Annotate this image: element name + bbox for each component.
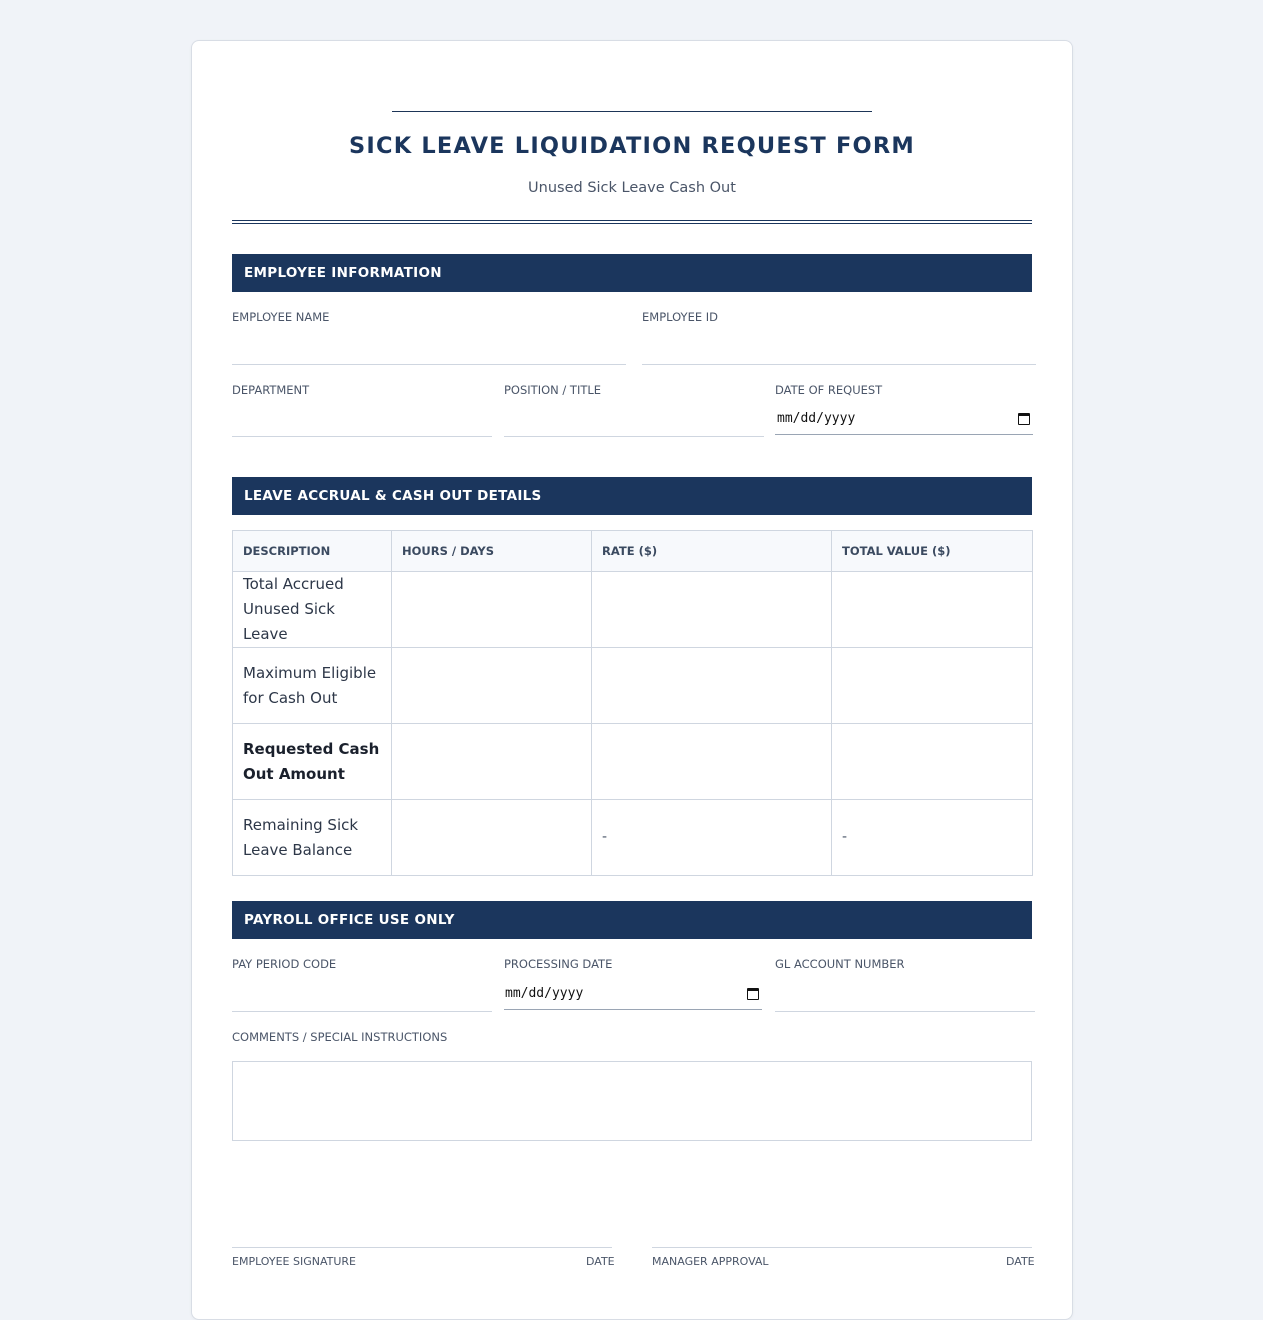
section-header-payroll-office: PAYROLL OFFICE USE ONLY bbox=[232, 901, 1032, 939]
table-header-row bbox=[233, 531, 1033, 572]
form-title: SICK LEAVE LIQUIDATION REQUEST FORM bbox=[349, 133, 915, 159]
employee-signature-line[interactable] bbox=[232, 1247, 612, 1248]
column-header-hours-days: HOURS / DAYS bbox=[392, 531, 592, 572]
date-of-request-underline bbox=[775, 434, 1033, 435]
department-label: DEPARTMENT bbox=[232, 383, 310, 397]
employee-id-label: EMPLOYEE ID bbox=[642, 310, 719, 324]
hours-input[interactable] bbox=[392, 724, 592, 800]
processing-date-value: mm/dd/yyyy bbox=[505, 986, 584, 1001]
total-value-input[interactable] bbox=[832, 724, 1033, 800]
row-description: Requested Cash Out Amount bbox=[233, 724, 392, 800]
column-header-total-value: TOTAL VALUE ($) bbox=[832, 531, 1033, 572]
total-value-input[interactable] bbox=[832, 572, 1033, 648]
department-input[interactable] bbox=[232, 436, 492, 437]
section-header-leave-accrual: LEAVE ACCRUAL & CASH OUT DETAILS bbox=[232, 477, 1032, 515]
total-value-input[interactable] bbox=[832, 648, 1033, 724]
calendar-icon[interactable] bbox=[1018, 413, 1030, 425]
comments-label: COMMENTS / SPECIAL INSTRUCTIONS bbox=[232, 1030, 448, 1044]
table-row bbox=[233, 648, 1033, 724]
gl-account-number-label: GL ACCOUNT NUMBER bbox=[775, 957, 905, 971]
hours-input[interactable] bbox=[392, 572, 592, 648]
gl-account-number-input[interactable] bbox=[775, 1011, 1035, 1012]
processing-date-label: PROCESSING DATE bbox=[504, 957, 613, 971]
employee-signature-label: EMPLOYEE SIGNATURE bbox=[232, 1255, 356, 1268]
title-double-rule bbox=[232, 220, 1032, 224]
row-description: Total Accrued Unused Sick Leave bbox=[233, 572, 392, 648]
rate-input[interactable] bbox=[592, 724, 832, 800]
employee-name-label: EMPLOYEE NAME bbox=[232, 310, 330, 324]
hours-input[interactable] bbox=[392, 800, 592, 876]
comments-textarea[interactable] bbox=[232, 1061, 1032, 1141]
rate-input[interactable] bbox=[592, 648, 832, 724]
pay-period-code-input[interactable] bbox=[232, 1011, 492, 1012]
title-top-rule bbox=[392, 111, 872, 112]
table-row bbox=[233, 724, 1033, 800]
column-header-description: DESCRIPTION bbox=[233, 531, 392, 572]
rate-value: - bbox=[592, 800, 832, 876]
manager-approval-label: MANAGER APPROVAL bbox=[652, 1255, 769, 1268]
employee-id-input[interactable] bbox=[642, 364, 1036, 365]
manager-approval-line[interactable] bbox=[652, 1247, 1032, 1248]
pay-period-code-label: PAY PERIOD CODE bbox=[232, 957, 337, 971]
column-header-rate: RATE ($) bbox=[592, 531, 832, 572]
table-row bbox=[233, 572, 1033, 648]
manager-date-label: DATE bbox=[1006, 1255, 1035, 1268]
position-title-input[interactable] bbox=[504, 436, 764, 437]
employee-name-input[interactable] bbox=[232, 364, 626, 365]
table-row bbox=[233, 800, 1033, 876]
leave-details-table bbox=[232, 530, 1033, 876]
hours-input[interactable] bbox=[392, 648, 592, 724]
date-of-request-label: DATE OF REQUEST bbox=[775, 383, 883, 397]
row-description: Remaining Sick Leave Balance bbox=[233, 800, 392, 876]
form-subtitle: Unused Sick Leave Cash Out bbox=[528, 180, 736, 196]
position-title-label: POSITION / TITLE bbox=[504, 383, 602, 397]
rate-input[interactable] bbox=[592, 572, 832, 648]
processing-date-underline bbox=[504, 1009, 762, 1010]
total-value: - bbox=[832, 800, 1033, 876]
section-header-employee-information: EMPLOYEE INFORMATION bbox=[232, 254, 1032, 292]
row-description: Maximum Eligible for Cash Out bbox=[233, 648, 392, 724]
calendar-icon[interactable] bbox=[747, 988, 759, 1000]
date-of-request-value: mm/dd/yyyy bbox=[777, 411, 856, 426]
employee-date-label: DATE bbox=[586, 1255, 615, 1268]
form-card bbox=[191, 40, 1073, 1320]
